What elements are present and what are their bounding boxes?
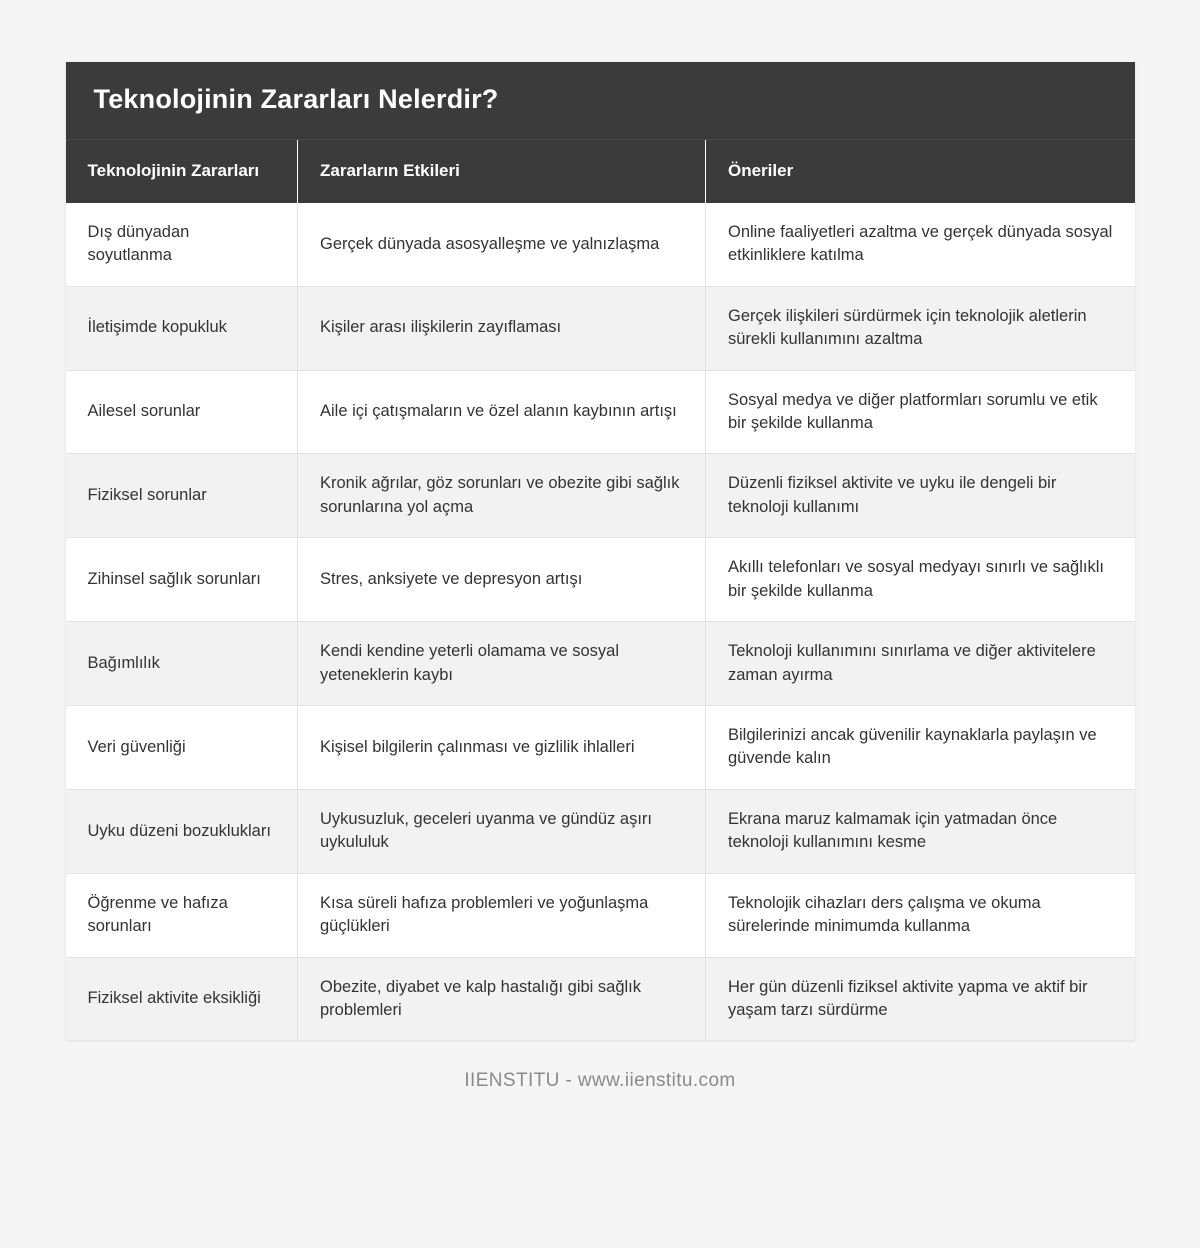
cell-effect: Kişisel bilgilerin çalınması ve gizlilik ihlalleri [298,706,706,790]
cell-harm: Uyku düzeni bozuklukları [66,789,298,873]
cell-effect: Kişiler arası ilişkilerin zayıflaması [298,286,706,370]
table-row [66,789,1135,873]
cell-effect: Kısa süreli hafıza problemleri ve yoğunlaşma güçlükleri [298,873,706,957]
cell-suggestion: Bilgilerinizi ancak güvenilir kaynaklarla paylaşın ve güvende kalın [706,706,1135,790]
cell-suggestion: Gerçek ilişkileri sürdürmek için teknolojik aletlerin sürekli kullanımını azaltma [706,286,1135,370]
cell-effect: Kendi kendine yeterli olamama ve sosyal yeteneklerin kaybı [298,622,706,706]
infographic-card [66,62,1135,1040]
table-row [66,370,1135,454]
cell-harm: Zihinsel sağlık sorunları [66,538,298,622]
column-header-effects: Zararların Etkileri [298,140,706,203]
cell-effect: Obezite, diyabet ve kalp hastalığı gibi sağlık problemleri [298,957,706,1040]
cell-suggestion: Akıllı telefonları ve sosyal medyayı sınırlı ve sağlıklı bir şekilde kullanma [706,538,1135,622]
table-row [66,454,1135,538]
cell-effect: Uykusuzluk, geceleri uyanma ve gündüz aşırı uykululuk [298,789,706,873]
table-row [66,203,1135,286]
cell-suggestion: Her gün düzenli fiziksel aktivite yapma ve aktif bir yaşam tarzı sürdürme [706,957,1135,1040]
table-header-row [66,140,1135,203]
cell-effect: Stres, anksiyete ve depresyon artışı [298,538,706,622]
footer-credit: IIENSTITU - www.iienstitu.com [464,1070,736,1092]
table-row [66,622,1135,706]
column-header-suggestions: Öneriler [706,140,1135,203]
cell-harm: Veri güvenliği [66,706,298,790]
table-row [66,706,1135,790]
cell-suggestion: Düzenli fiziksel aktivite ve uyku ile dengeli bir teknoloji kullanımı [706,454,1135,538]
table-header [66,140,1135,203]
cell-harm: Öğrenme ve hafıza sorunları [66,873,298,957]
table-row [66,957,1135,1040]
cell-harm: İletişimde kopukluk [66,286,298,370]
cell-suggestion: Teknoloji kullanımını sınırlama ve diğer aktivitelere zaman ayırma [706,622,1135,706]
cell-harm: Ailesel sorunlar [66,370,298,454]
cell-harm: Bağımlılık [66,622,298,706]
table-row [66,873,1135,957]
table-body [66,203,1135,1040]
cell-suggestion: Online faaliyetleri azaltma ve gerçek dünyada sosyal etkinliklere katılma [706,203,1135,286]
cell-harm: Fiziksel sorunlar [66,454,298,538]
cell-effect: Gerçek dünyada asosyalleşme ve yalnızlaşma [298,203,706,286]
cell-effect: Kronik ağrılar, göz sorunları ve obezite gibi sağlık sorunlarına yol açma [298,454,706,538]
cell-harm: Fiziksel aktivite eksikliği [66,957,298,1040]
cell-suggestion: Ekrana maruz kalmamak için yatmadan önce teknoloji kullanımını kesme [706,789,1135,873]
cell-effect: Aile içi çatışmaların ve özel alanın kaybının artışı [298,370,706,454]
table-row [66,286,1135,370]
cell-harm: Dış dünyadan soyutlanma [66,203,298,286]
cell-suggestion: Sosyal medya ve diğer platformları sorumlu ve etik bir şekilde kullanma [706,370,1135,454]
page-title: Teknolojinin Zararları Nelerdir? [66,62,1135,140]
table-row [66,538,1135,622]
harms-table [66,140,1135,1040]
column-header-harms: Teknolojinin Zararları [66,140,298,203]
cell-suggestion: Teknolojik cihazları ders çalışma ve okuma sürelerinde minimumda kullanma [706,873,1135,957]
